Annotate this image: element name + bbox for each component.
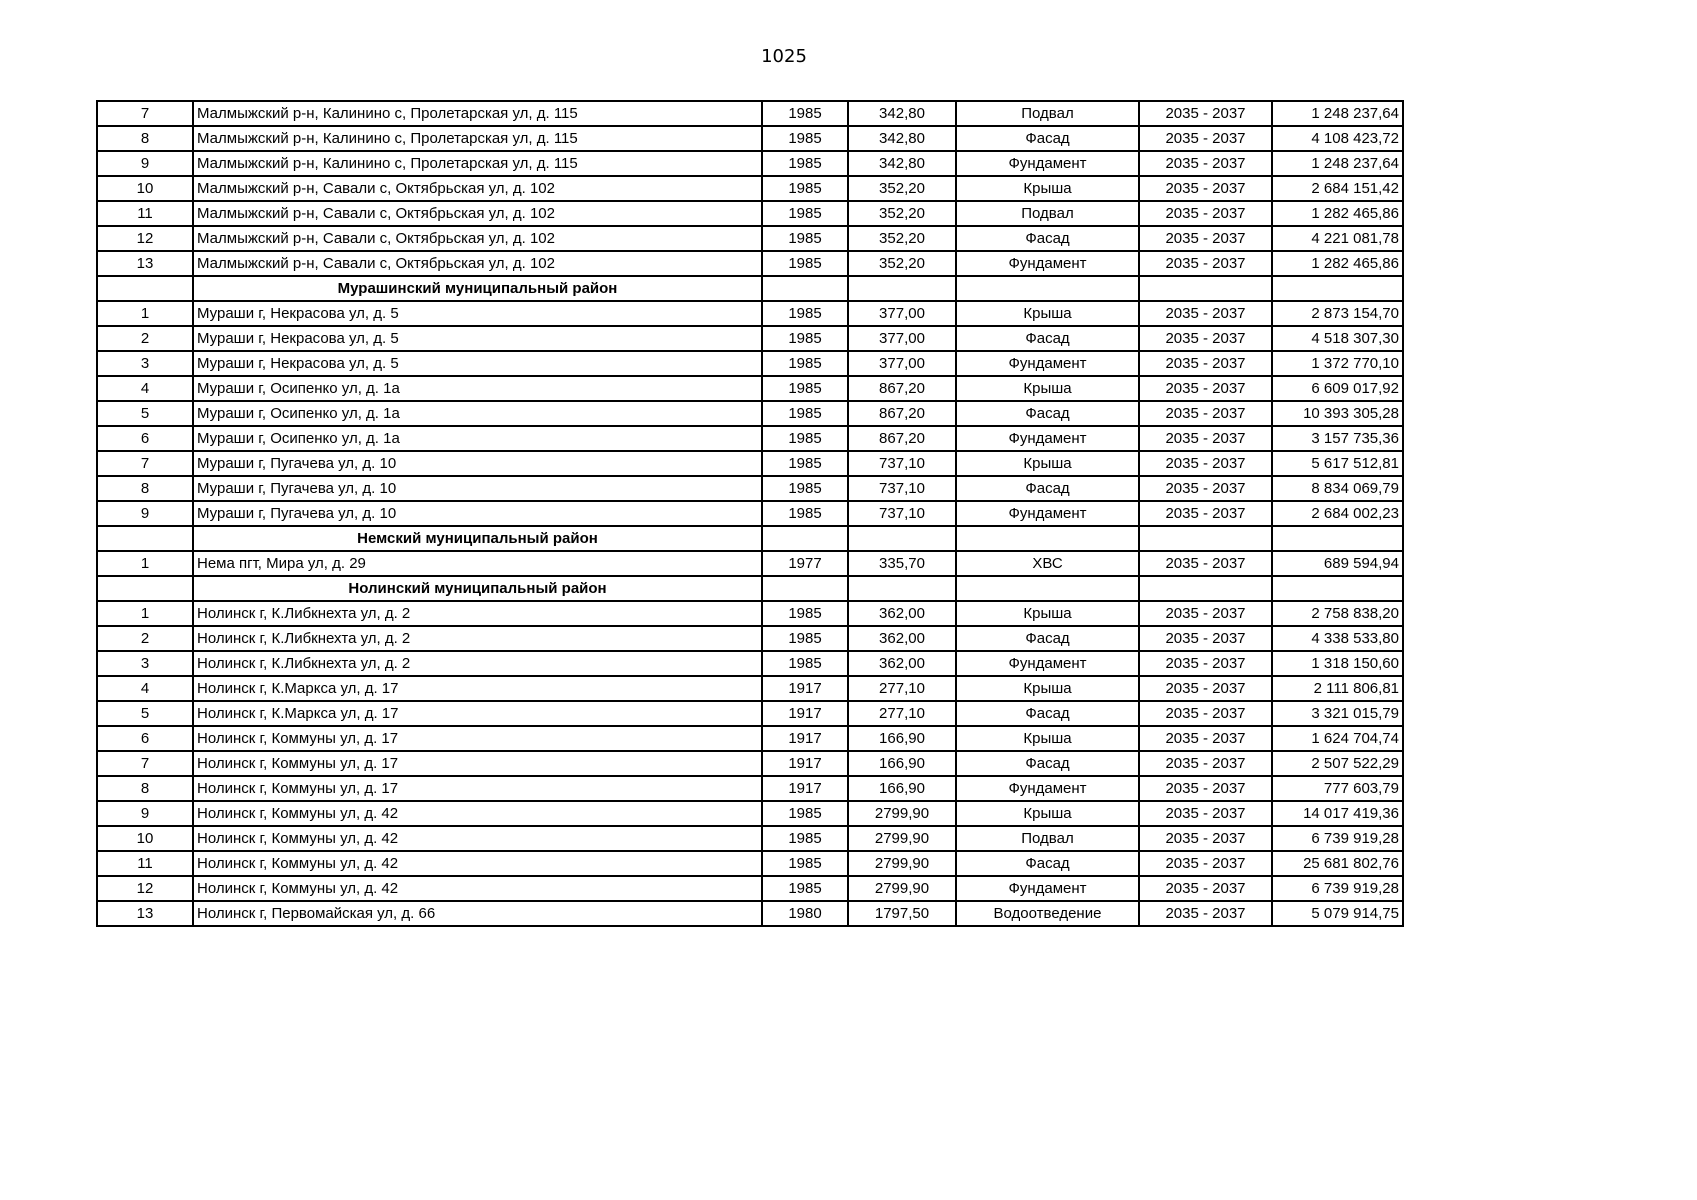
area-cell: 737,10 [848,451,956,476]
area-cell: 342,80 [848,101,956,126]
address-cell: Нолинск г, Коммуны ул, д. 42 [193,826,762,851]
area-cell: 2799,90 [848,826,956,851]
table-row [97,201,1403,226]
build-year-cell [762,526,848,551]
cost-cell: 4 108 423,72 [1272,126,1403,151]
table-row [97,801,1403,826]
build-year-cell: 1985 [762,501,848,526]
address-cell: Нолинск г, К.Либкнехта ул, д. 2 [193,651,762,676]
cost-cell: 2 684 002,23 [1272,501,1403,526]
period-cell: 2035 - 2037 [1139,426,1272,451]
table-row [97,601,1403,626]
area-cell: 166,90 [848,776,956,801]
district-header-row [97,576,1403,601]
build-year-cell: 1985 [762,601,848,626]
area-cell: 737,10 [848,501,956,526]
build-year-cell: 1977 [762,551,848,576]
build-year-cell: 1985 [762,476,848,501]
area-cell [848,576,956,601]
build-year-cell: 1917 [762,751,848,776]
address-cell: Нолинск г, Коммуны ул, д. 42 [193,801,762,826]
district-name: Мурашинский муниципальный район [193,276,762,301]
work-type-cell: Крыша [956,301,1139,326]
cost-cell: 5 617 512,81 [1272,451,1403,476]
row-number-cell: 10 [97,176,193,201]
row-number-cell [97,276,193,301]
period-cell: 2035 - 2037 [1139,376,1272,401]
cost-cell: 4 518 307,30 [1272,326,1403,351]
address-cell: Нолинск г, К.Либкнехта ул, д. 2 [193,626,762,651]
area-cell: 2799,90 [848,851,956,876]
period-cell: 2035 - 2037 [1139,651,1272,676]
table-row [97,301,1403,326]
row-number-cell: 9 [97,151,193,176]
work-type-cell: Крыша [956,451,1139,476]
row-number-cell: 5 [97,401,193,426]
area-cell: 377,00 [848,351,956,376]
cost-cell: 777 603,79 [1272,776,1403,801]
build-year-cell: 1985 [762,401,848,426]
area-cell: 277,10 [848,676,956,701]
work-type-cell: Подвал [956,101,1139,126]
area-cell: 166,90 [848,726,956,751]
area-cell: 362,00 [848,626,956,651]
work-type-cell: Фундамент [956,351,1139,376]
period-cell: 2035 - 2037 [1139,401,1272,426]
work-type-cell: Фасад [956,226,1139,251]
period-cell: 2035 - 2037 [1139,101,1272,126]
area-cell: 377,00 [848,301,956,326]
work-type-cell: ХВС [956,551,1139,576]
cost-cell: 5 079 914,75 [1272,901,1403,926]
cost-cell: 2 758 838,20 [1272,601,1403,626]
repair-schedule-table [96,100,1404,927]
build-year-cell: 1985 [762,376,848,401]
table-row [97,776,1403,801]
period-cell: 2035 - 2037 [1139,326,1272,351]
build-year-cell: 1917 [762,726,848,751]
period-cell: 2035 - 2037 [1139,126,1272,151]
row-number-cell: 4 [97,376,193,401]
build-year-cell: 1985 [762,451,848,476]
period-cell: 2035 - 2037 [1139,876,1272,901]
address-cell: Малмыжский р-н, Савали с, Октябрьская ул, д. 102 [193,226,762,251]
work-type-cell: Фасад [956,401,1139,426]
build-year-cell: 1985 [762,326,848,351]
address-cell: Малмыжский р-н, Савали с, Октябрьская ул, д. 102 [193,251,762,276]
table-body [97,101,1403,926]
period-cell: 2035 - 2037 [1139,226,1272,251]
area-cell: 362,00 [848,601,956,626]
cost-cell: 1 282 465,86 [1272,251,1403,276]
area-cell [848,526,956,551]
cost-cell: 689 594,94 [1272,551,1403,576]
table-row [97,651,1403,676]
build-year-cell: 1985 [762,426,848,451]
table-row [97,501,1403,526]
row-number-cell: 1 [97,301,193,326]
cost-cell: 4 221 081,78 [1272,226,1403,251]
build-year-cell: 1917 [762,776,848,801]
cost-cell: 1 624 704,74 [1272,726,1403,751]
district-header-row [97,526,1403,551]
build-year-cell: 1985 [762,301,848,326]
row-number-cell: 3 [97,351,193,376]
table-row [97,476,1403,501]
address-cell: Нолинск г, К.Маркса ул, д. 17 [193,676,762,701]
address-cell: Малмыжский р-н, Калинино с, Пролетарская ул, д. 115 [193,101,762,126]
address-cell: Нолинск г, Коммуны ул, д. 42 [193,876,762,901]
area-cell: 352,20 [848,226,956,251]
area-cell: 867,20 [848,401,956,426]
period-cell: 2035 - 2037 [1139,826,1272,851]
cost-cell: 1 248 237,64 [1272,101,1403,126]
row-number-cell: 9 [97,501,193,526]
table-row [97,551,1403,576]
row-number-cell [97,526,193,551]
table-row [97,151,1403,176]
table-row [97,251,1403,276]
address-cell: Нолинск г, Коммуны ул, д. 42 [193,851,762,876]
address-cell: Мураши г, Пугачева ул, д. 10 [193,451,762,476]
cost-cell: 2 684 151,42 [1272,176,1403,201]
cost-cell: 3 321 015,79 [1272,701,1403,726]
table-row [97,176,1403,201]
period-cell: 2035 - 2037 [1139,801,1272,826]
table-row [97,701,1403,726]
period-cell: 2035 - 2037 [1139,476,1272,501]
table-row [97,751,1403,776]
period-cell [1139,526,1272,551]
work-type-cell: Фасад [956,476,1139,501]
work-type-cell: Крыша [956,601,1139,626]
build-year-cell: 1985 [762,851,848,876]
work-type-cell: Фасад [956,626,1139,651]
address-cell: Мураши г, Пугачева ул, д. 10 [193,501,762,526]
period-cell: 2035 - 2037 [1139,851,1272,876]
cost-cell: 3 157 735,36 [1272,426,1403,451]
row-number-cell: 1 [97,601,193,626]
table-row [97,726,1403,751]
build-year-cell: 1917 [762,676,848,701]
work-type-cell: Крыша [956,676,1139,701]
row-number-cell: 8 [97,126,193,151]
address-cell: Малмыжский р-н, Савали с, Октябрьская ул, д. 102 [193,176,762,201]
area-cell: 867,20 [848,426,956,451]
row-number-cell: 2 [97,626,193,651]
period-cell: 2035 - 2037 [1139,626,1272,651]
build-year-cell [762,276,848,301]
address-cell: Мураши г, Осипенко ул, д. 1а [193,401,762,426]
build-year-cell: 1985 [762,126,848,151]
address-cell: Нолинск г, Первомайская ул, д. 66 [193,901,762,926]
table-row [97,676,1403,701]
cost-cell: 6 739 919,28 [1272,876,1403,901]
period-cell: 2035 - 2037 [1139,201,1272,226]
cost-cell: 6 739 919,28 [1272,826,1403,851]
table-row [97,851,1403,876]
table-row [97,901,1403,926]
build-year-cell: 1985 [762,826,848,851]
district-name: Нолинский муниципальный район [193,576,762,601]
work-type-cell [956,526,1139,551]
area-cell: 362,00 [848,651,956,676]
table-row [97,376,1403,401]
work-type-cell: Подвал [956,826,1139,851]
work-type-cell: Крыша [956,801,1139,826]
row-number-cell: 7 [97,751,193,776]
build-year-cell: 1917 [762,701,848,726]
build-year-cell [762,576,848,601]
table-row [97,451,1403,476]
build-year-cell: 1985 [762,226,848,251]
district-name: Немский муниципальный район [193,526,762,551]
address-cell: Малмыжский р-н, Калинино с, Пролетарская ул, д. 115 [193,126,762,151]
build-year-cell: 1985 [762,176,848,201]
cost-cell: 25 681 802,76 [1272,851,1403,876]
period-cell: 2035 - 2037 [1139,776,1272,801]
work-type-cell [956,276,1139,301]
cost-cell: 10 393 305,28 [1272,401,1403,426]
area-cell: 352,20 [848,251,956,276]
table-row [97,101,1403,126]
work-type-cell: Фундамент [956,501,1139,526]
cost-cell: 1 248 237,64 [1272,151,1403,176]
area-cell: 377,00 [848,326,956,351]
row-number-cell: 9 [97,801,193,826]
cost-cell [1272,276,1403,301]
address-cell: Нолинск г, К.Либкнехта ул, д. 2 [193,601,762,626]
cost-cell: 1 282 465,86 [1272,201,1403,226]
address-cell: Нолинск г, Коммуны ул, д. 17 [193,776,762,801]
build-year-cell: 1985 [762,801,848,826]
row-number-cell: 4 [97,676,193,701]
address-cell: Мураши г, Некрасова ул, д. 5 [193,326,762,351]
row-number-cell: 6 [97,726,193,751]
address-cell: Нолинск г, Коммуны ул, д. 17 [193,751,762,776]
period-cell: 2035 - 2037 [1139,351,1272,376]
work-type-cell [956,576,1139,601]
period-cell: 2035 - 2037 [1139,676,1272,701]
build-year-cell: 1980 [762,901,848,926]
period-cell: 2035 - 2037 [1139,151,1272,176]
cost-cell: 1 372 770,10 [1272,351,1403,376]
work-type-cell: Фундамент [956,776,1139,801]
period-cell: 2035 - 2037 [1139,451,1272,476]
area-cell: 277,10 [848,701,956,726]
work-type-cell: Подвал [956,201,1139,226]
work-type-cell: Крыша [956,376,1139,401]
address-cell: Мураши г, Пугачева ул, д. 10 [193,476,762,501]
period-cell [1139,276,1272,301]
work-type-cell: Фундамент [956,651,1139,676]
build-year-cell: 1985 [762,626,848,651]
build-year-cell: 1985 [762,351,848,376]
period-cell: 2035 - 2037 [1139,901,1272,926]
period-cell [1139,576,1272,601]
cost-cell: 2 873 154,70 [1272,301,1403,326]
area-cell: 1797,50 [848,901,956,926]
cost-cell: 14 017 419,36 [1272,801,1403,826]
cost-cell: 2 111 806,81 [1272,676,1403,701]
work-type-cell: Фундамент [956,876,1139,901]
row-number-cell: 2 [97,326,193,351]
table-row [97,226,1403,251]
area-cell: 867,20 [848,376,956,401]
area-cell: 342,80 [848,126,956,151]
address-cell: Малмыжский р-н, Калинино с, Пролетарская ул, д. 115 [193,151,762,176]
row-number-cell: 3 [97,651,193,676]
work-type-cell: Водоотведение [956,901,1139,926]
cost-cell: 6 609 017,92 [1272,376,1403,401]
row-number-cell: 8 [97,476,193,501]
work-type-cell: Фундамент [956,426,1139,451]
row-number-cell: 6 [97,426,193,451]
address-cell: Мураши г, Осипенко ул, д. 1а [193,376,762,401]
period-cell: 2035 - 2037 [1139,601,1272,626]
work-type-cell: Крыша [956,176,1139,201]
cost-cell: 2 507 522,29 [1272,751,1403,776]
period-cell: 2035 - 2037 [1139,726,1272,751]
address-cell: Мураши г, Некрасова ул, д. 5 [193,301,762,326]
area-cell: 352,20 [848,176,956,201]
build-year-cell: 1985 [762,876,848,901]
period-cell: 2035 - 2037 [1139,176,1272,201]
work-type-cell: Фасад [956,126,1139,151]
district-header-row [97,276,1403,301]
build-year-cell: 1985 [762,201,848,226]
work-type-cell: Фундамент [956,251,1139,276]
period-cell: 2035 - 2037 [1139,301,1272,326]
row-number-cell: 12 [97,226,193,251]
row-number-cell: 11 [97,851,193,876]
work-type-cell: Фасад [956,701,1139,726]
work-type-cell: Фасад [956,851,1139,876]
row-number-cell: 7 [97,101,193,126]
build-year-cell: 1985 [762,251,848,276]
period-cell: 2035 - 2037 [1139,751,1272,776]
address-cell: Малмыжский р-н, Савали с, Октябрьская ул, д. 102 [193,201,762,226]
row-number-cell: 8 [97,776,193,801]
area-cell: 335,70 [848,551,956,576]
cost-cell [1272,526,1403,551]
address-cell: Мураши г, Некрасова ул, д. 5 [193,351,762,376]
cost-cell: 8 834 069,79 [1272,476,1403,501]
table-row [97,876,1403,901]
period-cell: 2035 - 2037 [1139,701,1272,726]
build-year-cell: 1985 [762,101,848,126]
build-year-cell: 1985 [762,651,848,676]
row-number-cell: 7 [97,451,193,476]
area-cell [848,276,956,301]
work-type-cell: Фасад [956,326,1139,351]
address-cell: Мураши г, Осипенко ул, д. 1а [193,426,762,451]
period-cell: 2035 - 2037 [1139,551,1272,576]
row-number-cell: 1 [97,551,193,576]
table-row [97,401,1403,426]
row-number-cell [97,576,193,601]
work-type-cell: Крыша [956,726,1139,751]
page-number: 1025 [761,46,807,67]
row-number-cell: 12 [97,876,193,901]
area-cell: 737,10 [848,476,956,501]
area-cell: 342,80 [848,151,956,176]
period-cell: 2035 - 2037 [1139,501,1272,526]
address-cell: Нолинск г, Коммуны ул, д. 17 [193,726,762,751]
area-cell: 166,90 [848,751,956,776]
cost-cell [1272,576,1403,601]
row-number-cell: 11 [97,201,193,226]
build-year-cell: 1985 [762,151,848,176]
cost-cell: 1 318 150,60 [1272,651,1403,676]
row-number-cell: 10 [97,826,193,851]
work-type-cell: Фундамент [956,151,1139,176]
table-row [97,351,1403,376]
cost-cell: 4 338 533,80 [1272,626,1403,651]
address-cell: Нема пгт, Мира ул, д. 29 [193,551,762,576]
row-number-cell: 5 [97,701,193,726]
table-row [97,326,1403,351]
area-cell: 2799,90 [848,876,956,901]
work-type-cell: Фасад [956,751,1139,776]
table-row [97,126,1403,151]
table-row [97,826,1403,851]
address-cell: Нолинск г, К.Маркса ул, д. 17 [193,701,762,726]
row-number-cell: 13 [97,901,193,926]
table-row [97,626,1403,651]
area-cell: 2799,90 [848,801,956,826]
period-cell: 2035 - 2037 [1139,251,1272,276]
row-number-cell: 13 [97,251,193,276]
table-row [97,426,1403,451]
area-cell: 352,20 [848,201,956,226]
